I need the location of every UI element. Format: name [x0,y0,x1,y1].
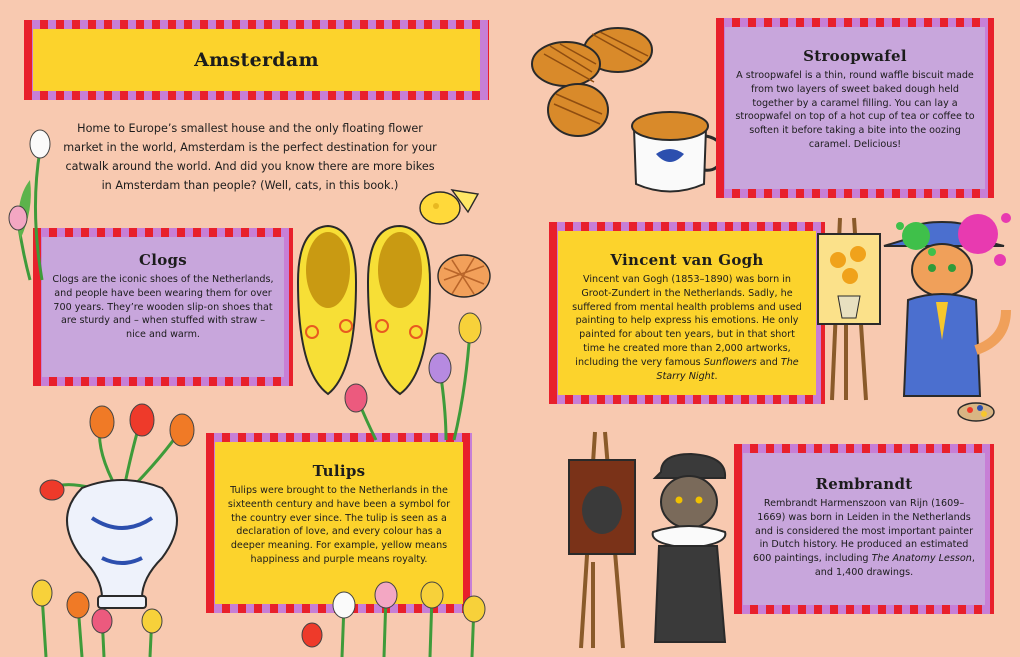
clogs-frame [33,228,293,386]
vangogh-title: Vincent van Gogh [610,251,764,269]
rembrandt-frame [734,444,994,614]
clogs-title: Clogs [138,251,188,269]
rembrandt-panel [743,453,985,605]
tulips-bottom-illustration [12,575,512,657]
amsterdam-title-panel [33,29,480,91]
clogs-body: Clogs are the iconic shoes of the Netherlands, and people have been wearing them for over 700 years. They’re wooden slip-on shoes that are sturdy and – when stuffed with straw – nice and warm. [52,274,274,341]
vangogh-body-text: Vincent van Gogh (1853–1890) was born in Groot-Zundert in the Netherlands. Sadly, he suffered from mental health problems and used painting to help express his emotions. He only painted for about ten years, but in that short time he created more than 2,000 artworks, including the very famous [572,274,802,368]
tulips-left-edge-illustration [0,120,60,280]
vangogh-frame [549,222,825,404]
clogs-panel [42,237,284,377]
rembrandt-work-anatomy-lesson: The Anatomy Lesson [871,553,972,565]
rembrandt-cat-illustration [565,432,745,652]
pie-illustration [434,250,494,300]
vangogh-work-sunflowers: Sunflowers [703,356,757,368]
amsterdam-intro: Home to Europe’s smallest house and the only floating flower market in the world, Amsterdam is the perfect destination for your catwalk around the world. And did you know there are more bikes in Amsterdam than people? (Well, cats, in this book.) [63,122,437,192]
rembrandt-body-text: Rembrandt Harmenszoon van Rijn (1609–1669) was born in Leiden in the Netherlands and is considered the most important painter in Dutch history. He produced an estimated 600 paintings, including [753,498,974,565]
stroopwafel-illustration [530,24,730,199]
tulips-title: Tulips [312,462,366,480]
rembrandt-body-end: , and 1,400 drawings. [814,553,975,578]
rembrandt-body [753,497,975,580]
vangogh-body [568,273,806,383]
amsterdam-title-frame [24,20,489,100]
stroopwafel-frame [716,18,994,198]
tulips-center-illustration [336,310,506,440]
vangogh-body-end: . [714,370,718,382]
vangogh-panel [558,231,816,395]
amsterdam-title: Amsterdam [194,49,319,71]
rembrandt-title: Rembrandt [815,475,913,493]
vangogh-body-and: and [756,356,781,368]
tulips-body: Tulips were brought to the Netherlands in the sixteenth century and have been a symbol for the country ever since. The tulip is seen as a declaration of love, and every colour has a deeper meaning. For example, yellow means happiness and purple means royalty. [227,485,451,565]
vangogh-work-starry-night: The Starry Night [656,356,799,382]
paint-splats-illustration [890,206,1020,276]
stroopwafel-body: A stroopwafel is a thin, round waffle biscuit made from two layers of sweet baked dough held together by a caramel filling. You can lay a stroopwafel on top of a hot cup of tea or coffee to soften it before taking a bite into the oozing caramel. Delicious! [735,70,975,150]
stroopwafel-title: Stroopwafel [803,47,907,65]
stroopwafel-panel [725,27,985,189]
